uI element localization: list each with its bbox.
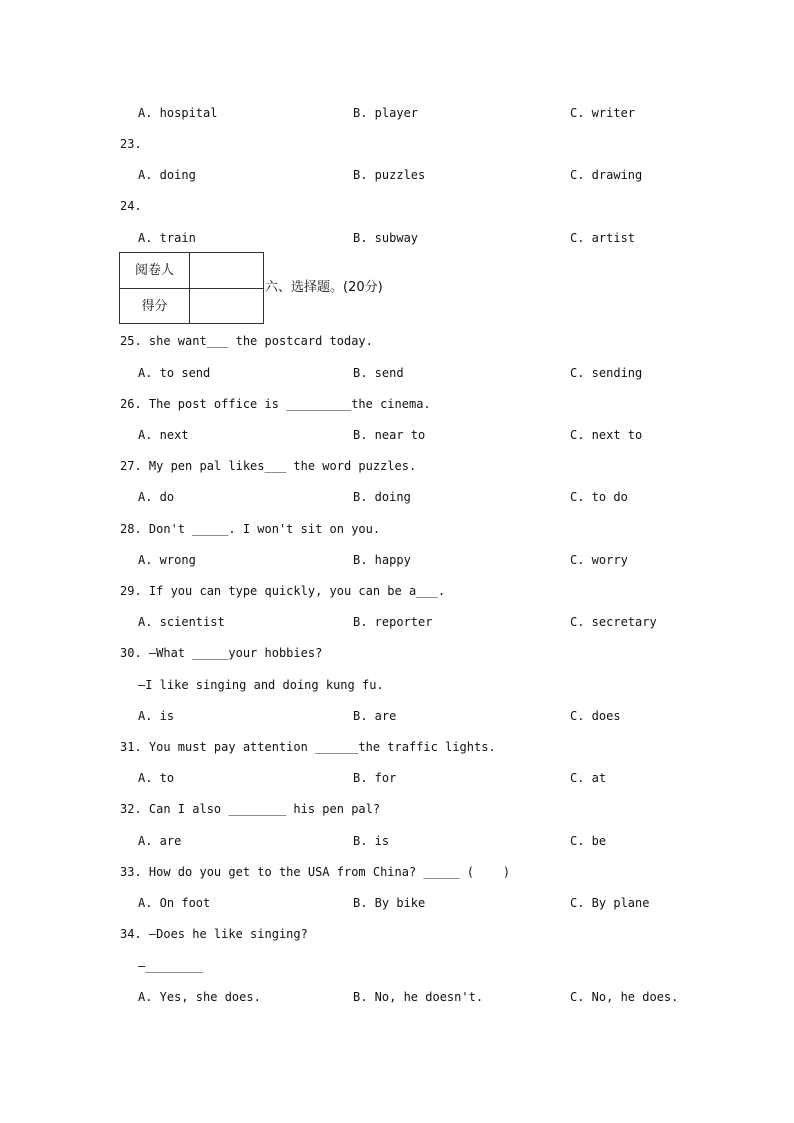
- question-29: 29. If you can type quickly, you can be a___.: [120, 584, 446, 598]
- option-c: C. sending: [570, 366, 643, 380]
- option-b: B. happy: [353, 553, 411, 567]
- question-24-number: 24.: [120, 199, 142, 213]
- question-30-reply: —I like singing and doing kung fu.: [138, 678, 384, 692]
- option-c: C. secretary: [570, 615, 657, 629]
- option-a: A. are: [138, 834, 182, 848]
- options-q27: [138, 489, 698, 505]
- options-q31: [138, 770, 698, 786]
- option-b: B. reporter: [353, 615, 433, 629]
- score-table-row-score: [120, 289, 263, 324]
- option-b: B. doing: [353, 490, 411, 504]
- question-33: 33. How do you get to the USA from China? _____ ( ): [120, 865, 511, 879]
- question-25: 25. she want___ the postcard today.: [120, 334, 373, 348]
- option-b: B. send: [353, 366, 404, 380]
- section-title: 六、选择题。(20分): [265, 280, 383, 295]
- option-a: A. On foot: [138, 896, 211, 910]
- option-a: A. do: [138, 490, 175, 504]
- option-b: B. are: [353, 709, 397, 723]
- options-q33: [138, 895, 698, 911]
- option-b: B. is: [353, 834, 390, 848]
- question-32: 32. Can I also ________ his pen pal?: [120, 802, 381, 816]
- options-q25: [138, 365, 698, 381]
- question-34: 34. —Does he like singing?: [120, 927, 308, 941]
- options-q28: [138, 552, 698, 568]
- options-q30: [138, 708, 698, 724]
- option-c: C. No, he does.: [570, 990, 679, 1004]
- option-b: B. subway: [353, 231, 419, 245]
- option-c: C. worry: [570, 553, 628, 567]
- options-q34: [138, 989, 698, 1005]
- options-q24: [138, 230, 698, 246]
- option-b: B. No, he doesn't.: [353, 990, 484, 1004]
- option-c: C. artist: [570, 231, 636, 245]
- option-b: B. near to: [353, 428, 426, 442]
- option-b: B. By bike: [353, 896, 426, 910]
- option-c: C. does: [570, 709, 621, 723]
- option-c: C. be: [570, 834, 607, 848]
- score-table-row-reviewer: [120, 253, 263, 289]
- reviewer-label: 阅卷人: [120, 253, 190, 288]
- options-q23: [138, 167, 698, 183]
- option-a: A. Yes, she does.: [138, 990, 261, 1004]
- score-table: [119, 252, 264, 324]
- question-23-number: 23.: [120, 137, 142, 151]
- question-31: 31. You must pay attention ______the traffic lights.: [120, 740, 496, 754]
- option-b: B. player: [353, 106, 419, 120]
- question-28: 28. Don't _____. I won't sit on you.: [120, 522, 381, 536]
- option-a: A. next: [138, 428, 189, 442]
- option-c: C. drawing: [570, 168, 643, 182]
- score-label: 得分: [120, 289, 190, 324]
- option-c: C. next to: [570, 428, 643, 442]
- option-c: C. to do: [570, 490, 628, 504]
- option-c: C. at: [570, 771, 607, 785]
- options-q29: [138, 614, 698, 630]
- question-26: 26. The post office is _________the cinema.: [120, 397, 431, 411]
- option-a: A. hospital: [138, 106, 218, 120]
- option-b: B. puzzles: [353, 168, 426, 182]
- options-q22: [138, 105, 698, 121]
- options-q32: [138, 833, 698, 849]
- question-30: 30. —What _____your hobbies?: [120, 646, 323, 660]
- option-c: C. By plane: [570, 896, 650, 910]
- question-34-reply: —________: [138, 959, 204, 973]
- option-a: A. train: [138, 231, 196, 245]
- option-a: A. is: [138, 709, 175, 723]
- options-q26: [138, 427, 698, 443]
- option-a: A. doing: [138, 168, 196, 182]
- option-c: C. writer: [570, 106, 636, 120]
- question-27: 27. My pen pal likes___ the word puzzles.: [120, 459, 417, 473]
- option-a: A. wrong: [138, 553, 196, 567]
- option-a: A. to send: [138, 366, 211, 380]
- option-a: A. to: [138, 771, 175, 785]
- option-a: A. scientist: [138, 615, 225, 629]
- option-b: B. for: [353, 771, 397, 785]
